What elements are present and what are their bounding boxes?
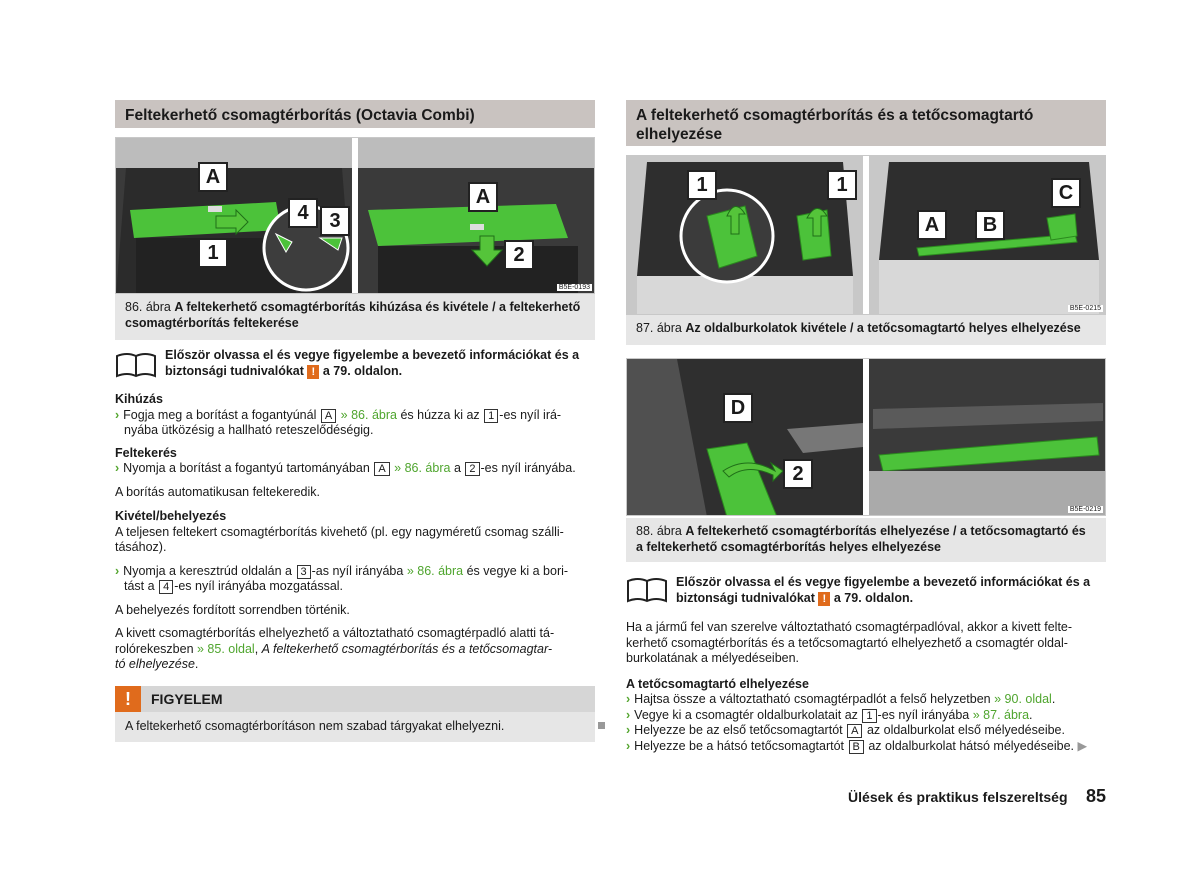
book-icon bbox=[626, 577, 668, 603]
notice-line2a: biztonsági tudnivalókat bbox=[165, 363, 304, 378]
link-85[interactable]: » 85. oldal bbox=[197, 641, 255, 656]
figure-code: B5E-0193 bbox=[558, 284, 590, 291]
figure-label-3: 3 bbox=[320, 206, 350, 236]
page-footer bbox=[760, 786, 1106, 807]
figure-label-c: C bbox=[1051, 178, 1081, 208]
list-item: › Helyezze be a hátsó tetőcsomagtartót B az oldalburkolat hátsó mélyedéseibe. ▶ bbox=[626, 738, 1088, 753]
figure-88-illustration bbox=[627, 359, 1106, 516]
section-title-tetocsomagtarto: A tetőcsomagtartó elhelyezése bbox=[626, 676, 809, 691]
warning-text: A feltekerhető csomagtérborításon nem szabad tárgyakat elhelyezni. bbox=[125, 719, 505, 733]
link-90[interactable]: » 90. oldal bbox=[994, 692, 1052, 706]
figure-label-2: 2 bbox=[504, 240, 534, 270]
section-header-left: Feltekerhető csomagtérborítás (Octavia Combi) bbox=[115, 100, 595, 128]
figure-label-4: 4 bbox=[288, 198, 318, 228]
section-title-kihuzas: Kihúzás bbox=[115, 392, 163, 406]
list-item: › Nyomja a borítást a fogantyú tartományában A » 86. ábra a 2 -es nyíl irányába. bbox=[115, 461, 576, 475]
notice-line2b: a 79. oldalon. bbox=[322, 363, 403, 378]
page-number: 85 bbox=[1085, 786, 1106, 806]
figure-label-d: D bbox=[723, 393, 753, 423]
warning-icon: ! bbox=[307, 365, 319, 379]
link-86[interactable]: » 86. ábra bbox=[406, 563, 464, 578]
figure-label-b: B bbox=[975, 210, 1005, 240]
warning-title: FIGYELEM bbox=[151, 691, 223, 707]
figure-label-1: 1 bbox=[198, 238, 228, 268]
figure-87 bbox=[626, 155, 1106, 315]
notice-left bbox=[115, 348, 595, 382]
end-marker-icon bbox=[598, 722, 605, 729]
continue-arrow-icon: ▶ bbox=[1077, 738, 1088, 753]
right-body: Ha a jármű fel van szerelve változtatható csomagtérpadlóval, akkor a kivett felte- kerhető csomagtérborítás és a tetőcsomagtartó elhelyezhető a csomagtér oldal- burkolatának a mélyedéseiben. A tetőcsomagtartó elhelyezése › Hajtsa össze a változtatható csomagtérpadlót a felső helyzetben » 90. oldal. › Vegye ki a csomagtér oldalburkolatait az 1 -es nyíl irányába » 87. ábra. › Helyezze be az első tetőcsomagtartót A az oldalburkolat első mélyedéseibe. › Helyezze be a hátsó tetőcsomagtartót B az oldalburkolat hátsó mélyedéseibe. ▶ bbox=[626, 620, 1106, 754]
list-item: › Fogja meg a borítást a fogantyúnál A » 86. ábra és húzza ki az 1 -es nyíl irá- bbox=[115, 407, 562, 422]
section-title-kivetel: Kivétel/behelyezés bbox=[115, 509, 227, 523]
notice-right: Először olvassa el és vegye figyelembe a bevezető információkat és a biztonsági tudnivalókat ! a 79. oldalon. bbox=[626, 573, 1106, 607]
warning-box bbox=[115, 686, 595, 742]
figure-88 bbox=[626, 358, 1106, 516]
figure-label-a: A bbox=[198, 162, 228, 192]
caption-number: 86. ábra bbox=[125, 300, 171, 314]
warning-icon: ! bbox=[115, 686, 141, 712]
book-icon bbox=[115, 352, 157, 378]
notice-line1: Először olvassa el és vegye figyelembe a bevezető információkat és a bbox=[165, 348, 580, 362]
figure-label-1: 1 bbox=[687, 170, 717, 200]
list-item: › Hajtsa össze a változtatható csomagtérpadlót a felső helyzetben » 90. oldal. bbox=[626, 692, 1056, 706]
figure-label-1b: 1 bbox=[827, 170, 857, 200]
list-item: › Vegye ki a csomagtér oldalburkolatait az 1 -es nyíl irányába » 87. ábra. bbox=[626, 707, 1033, 722]
section-title-feltekeres: Feltekerés bbox=[115, 445, 177, 460]
figure-code: B5E-0219 bbox=[1069, 506, 1101, 513]
chapter-title: Ülések és praktikus felszereltség bbox=[848, 789, 1068, 805]
caption-text: A feltekerhető csomagtérborítás kihúzása és kivétele / a feltekerhető csomagtérborítás feltekerése bbox=[125, 300, 581, 330]
figure-label-2: 2 bbox=[783, 459, 813, 489]
link-86[interactable]: » 86. ábra bbox=[394, 461, 451, 475]
list-item: › Nyomja a keresztrúd oldalán a 3 -as nyíl irányába » 86. ábra és vegye ki a bori- bbox=[115, 563, 569, 578]
figure-label-a: A bbox=[917, 210, 947, 240]
warning-icon: ! bbox=[818, 592, 830, 606]
figure-code: B5E-0215 bbox=[1069, 305, 1101, 312]
figure-87-caption: 87. ábra Az oldalburkolatok kivétele / a tetőcsomagtartó helyes elhelyezése bbox=[626, 315, 1106, 345]
link-86[interactable]: » 86. ábra bbox=[340, 407, 397, 422]
list-item: › Helyezze be az első tetőcsomagtartót A az oldalburkolat első mélyedéseibe. bbox=[626, 723, 1065, 737]
figure-86 bbox=[115, 137, 595, 294]
figure-86-illustration bbox=[116, 138, 595, 294]
figure-86-caption bbox=[115, 294, 595, 340]
left-body: Kihúzás › Fogja meg a borítást a fogantyúnál A » 86. ábra és húzza ki az 1 -es nyíl irá- nyába ütközésig a hallható reteszelődéségig. Feltekerés › Nyomja a borítást a fogantyú tartományában A » 86. ábra a 2 -es nyíl irányába. A borítás automatikusan feltekeredik. Kivétel/behelyezés A teljesen feltekert csomagtérborítás kivehető (pl. egy nagyméretű csomag szálli- tásához). › Nyomja a keresztrúd oldalán a 3 -as nyíl irányába » 86. ábra és vegye ki a bori- tást a 4 -es nyíl irányába mozgatással. A behelyezés fordított sorrendben történik. A kivett csomagtérborítás elhelyezhető a változtatható csomagtérpadló alatti tá- rolórekeszben » 85. oldal, A feltekerhető csomagtérborítás és a tetőcsomagtar- tó elhelyezése. bbox=[115, 392, 595, 673]
section-header-right: A feltekerhető csomagtérborítás és a tetőcsomagtartó elhelyezése bbox=[626, 100, 1106, 146]
figure-88-caption: 88. ábra A feltekerhető csomagtérborítás elhelyezése / a tetőcsomagtartó és a feltekerhető csomagtérborítás helyes elhelyezése bbox=[626, 518, 1106, 562]
link-87[interactable]: » 87. ábra bbox=[972, 707, 1030, 722]
figure-label-a2: A bbox=[468, 182, 498, 212]
